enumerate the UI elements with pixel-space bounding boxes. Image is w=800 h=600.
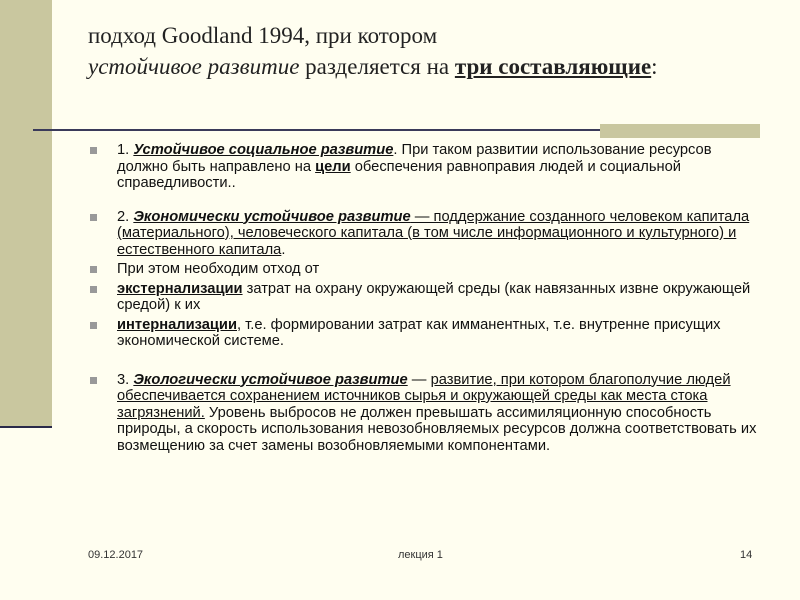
ecological-definition: развитие, при котором благополучие людей обеспечивается сохранением источников сырья и окружающей среды как места стока загрязнений. [117, 371, 731, 421]
term-internalization: интернализации [117, 316, 237, 333]
slide-title [88, 20, 788, 82]
economic-definition: — поддержание созданного человеком капитала (материального), человеческого капитала (в том числе информационного и культурного) и естественного капитала [117, 208, 750, 258]
ecological-text: Уровень выбросов не должен превышать ассимиляционную способность природы, а скорость использования невозобновляемых ресурсов должна соответствовать их возмещению за счет замены возобновляемыми компонентами. [117, 404, 757, 454]
divider-accent-block [600, 124, 760, 138]
item-number: 3. [117, 371, 134, 388]
ecological-dash: — [407, 371, 431, 388]
item-number: 1. [117, 142, 134, 158]
title-italic-term: устойчивое развитие [88, 54, 300, 79]
term-goals: цели [315, 158, 351, 175]
item-necessity: При этом необходим отход от [88, 261, 758, 278]
footer-lecture: лекция 1 [398, 549, 443, 561]
item-number: 2. [117, 208, 134, 225]
footer-date: 09.12.2017 [88, 549, 144, 561]
footer-page-number: 14 [740, 549, 753, 561]
title-colon: : [651, 54, 658, 79]
internalization-text: , т.е. формировании затрат как имманентных, т.е. внутренне присущих экономической системе. [117, 316, 721, 349]
title-underlined-term: три составляющие [454, 54, 652, 79]
externalization-text: затрат на охрану окружающей среды (как навязанных извне окружающей средой) к их [117, 280, 751, 313]
term-ecological: Экологически устойчивое развитие [133, 371, 408, 388]
title-line-2 [88, 51, 788, 82]
item-social [88, 142, 758, 192]
social-text-a: . При таком развитии использование ресурсов должно быть направлено на [117, 142, 712, 175]
item-internalization [88, 317, 758, 350]
left-decorative-band [0, 0, 52, 427]
economic-end: . [281, 241, 286, 258]
term-externalization: экстернализации [117, 280, 243, 297]
item-externalization [88, 281, 758, 314]
term-social: Устойчивое социальное развитие [133, 142, 394, 158]
term-economic: Экономически устойчивое развитие [133, 208, 411, 225]
band-underline [0, 426, 52, 428]
title-mid: разделяется на [299, 54, 455, 79]
item-economic [88, 209, 758, 259]
item-ecological [88, 372, 758, 455]
social-text-b: обеспечения равноправия людей и социальной справедливости.. [117, 158, 681, 191]
title-line-1: подход Goodland 1994, при котором [88, 23, 438, 48]
slide-body [88, 142, 758, 454]
